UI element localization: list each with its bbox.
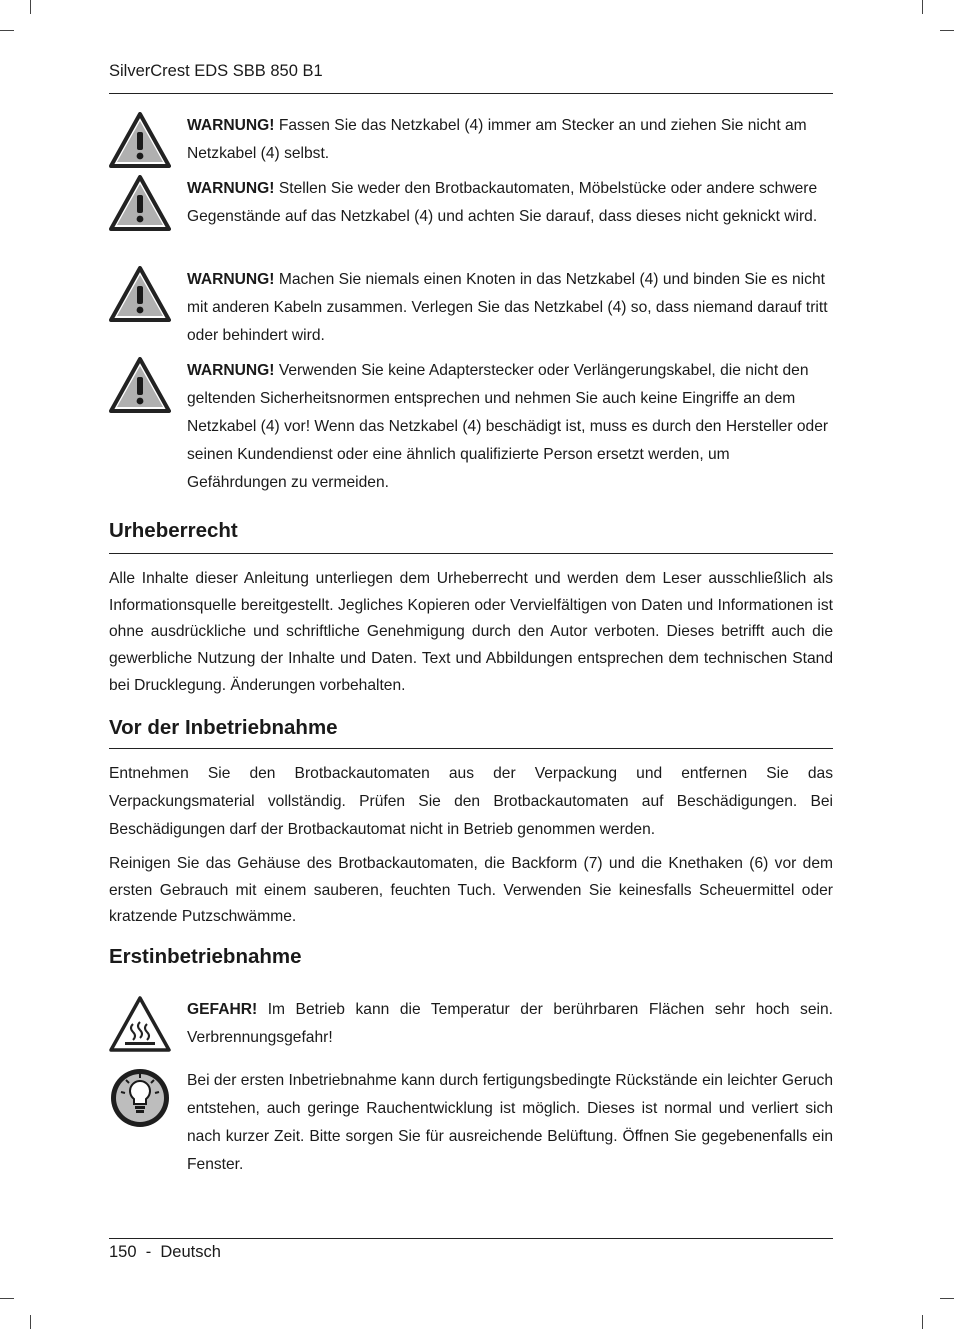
- page-number: 150 - Deutsch: [109, 1243, 221, 1261]
- crop-mark: [0, 30, 14, 31]
- section-title-copyright: Urheberrecht: [109, 519, 238, 542]
- footer-rule: [109, 1238, 833, 1239]
- crop-mark: [30, 0, 31, 14]
- crop-mark: [0, 1298, 14, 1299]
- section-rule: [109, 553, 833, 554]
- warning-text: [187, 266, 833, 350]
- warning-label: WARNUNG!: [187, 362, 275, 379]
- warning-note: [109, 266, 833, 350]
- warning-note: [109, 357, 833, 497]
- warning-note: [109, 112, 833, 168]
- warning-body: Machen Sie niemals einen Knoten in das Netzkabel (4) und binden Sie es nicht mit anderen Kabeln zusammen. Verlegen Sie das Netzkabel (4) so, dass niemand darauf tritt oder behindert wird.: [187, 271, 828, 344]
- danger-label: GEFAHR!: [187, 1001, 258, 1018]
- crop-mark: [940, 1298, 954, 1299]
- copyright-paragraph: Alle Inhalte dieser Anleitung unterliegen dem Urheberrecht und werden dem Leser ausschließlich als Informationsquelle bereitgestellt. Jegliches Kopieren oder Vervielfältigen von Daten und Informationen ist ohne ausdrückliche und schriftliche Genehmigung durch den Autor verboten. Dieses betrifft auch die gewerbliche Nutzung der Inhalte und Daten. Text und Abbildungen entsprechen dem technischen Stand bei Drucklegung. Änderungen vorbehalten.: [109, 570, 833, 694]
- hot-surface-icon: [109, 996, 171, 1052]
- crop-mark: [922, 0, 923, 14]
- crop-mark: [940, 30, 954, 31]
- warning-text: [187, 175, 833, 231]
- danger-note: [109, 996, 833, 1052]
- before-use-paragraph-1: Entnehmen Sie den Brotbackautomaten aus der Verpackung und entfernen Sie das Verpackungsmaterial vollständig. Prüfen Sie den Brotbackautomaten auf Beschädigungen. Bei Beschädigungen darf der Brotbackautomat nicht in Betrieb genommen werden.: [109, 765, 833, 838]
- running-header: SilverCrest EDS SBB 850 B1: [109, 62, 323, 80]
- crop-mark: [922, 1315, 923, 1329]
- section-title-before-use: Vor der Inbetriebnahme: [109, 716, 338, 739]
- warning-body: Stellen Sie weder den Brotbackautomaten, Möbelstücke oder andere schwere Gegenstände auf das Netzkabel (4) und achten Sie darauf, dass dieses nicht geknickt wird.: [187, 180, 818, 225]
- warning-body: Fassen Sie das Netzkabel (4) immer am Stecker an und ziehen Sie nicht am Netzkabel (4) selbst.: [187, 117, 807, 162]
- section-title-first-use: Erstinbetriebnahme: [109, 945, 302, 968]
- warning-triangle-icon: [109, 175, 171, 231]
- before-use-paragraph-2: Reinigen Sie das Gehäuse des Brotbackautomaten, die Backform (7) und die Knethaken (6) vor dem ersten Gebrauch mit einem sauberen, feuchten Tuch. Verwenden Sie keinesfalls Scheuermittel oder kratzende Putzschwämme.: [109, 855, 833, 926]
- warning-triangle-icon: [109, 112, 171, 168]
- warning-label: WARNUNG!: [187, 117, 275, 134]
- warning-text: [187, 112, 833, 168]
- header-rule: [109, 93, 833, 94]
- crop-mark: [30, 1315, 31, 1329]
- danger-text: [187, 996, 833, 1052]
- warning-note: [109, 175, 833, 231]
- warning-body: Verwenden Sie keine Adapterstecker oder Verlängerungskabel, die nicht den geltenden Sicherheitsnormen entsprechen und nehmen Sie auch keine Eingriffe an dem Netzkabel (4) vor! Wenn das Netzkabel (4) beschädigt ist, muss es durch den Hersteller oder seinen Kundendienst oder eine ähnlich qualifizierte Person ersetzt werden, um Gefährdungen zu vermeiden.: [187, 362, 829, 491]
- section-rule: [109, 748, 833, 749]
- warning-label: WARNUNG!: [187, 180, 275, 197]
- tip-text: Bei der ersten Inbetriebnahme kann durch fertigungsbedingte Rückstände ein leichter Geruch entstehen, auch geringe Rauchentwicklung ist möglich. Dieses ist normal und verliert sich nach kurzer Zeit. Bitte sorgen Sie für ausreichende Belüftung. Öffnen Sie gegebenenfalls ein Fenster.: [187, 1072, 833, 1173]
- warning-label: WARNUNG!: [187, 271, 275, 288]
- warning-text: [187, 357, 833, 497]
- warning-triangle-icon: [109, 357, 171, 413]
- warning-triangle-icon: [109, 266, 171, 322]
- lightbulb-tip-icon: [109, 1067, 171, 1129]
- danger-body: Im Betrieb kann die Temperatur der berührbaren Flächen sehr hoch sein. Verbrennungsgefahr!: [187, 1001, 833, 1046]
- tip-note: [109, 1067, 833, 1179]
